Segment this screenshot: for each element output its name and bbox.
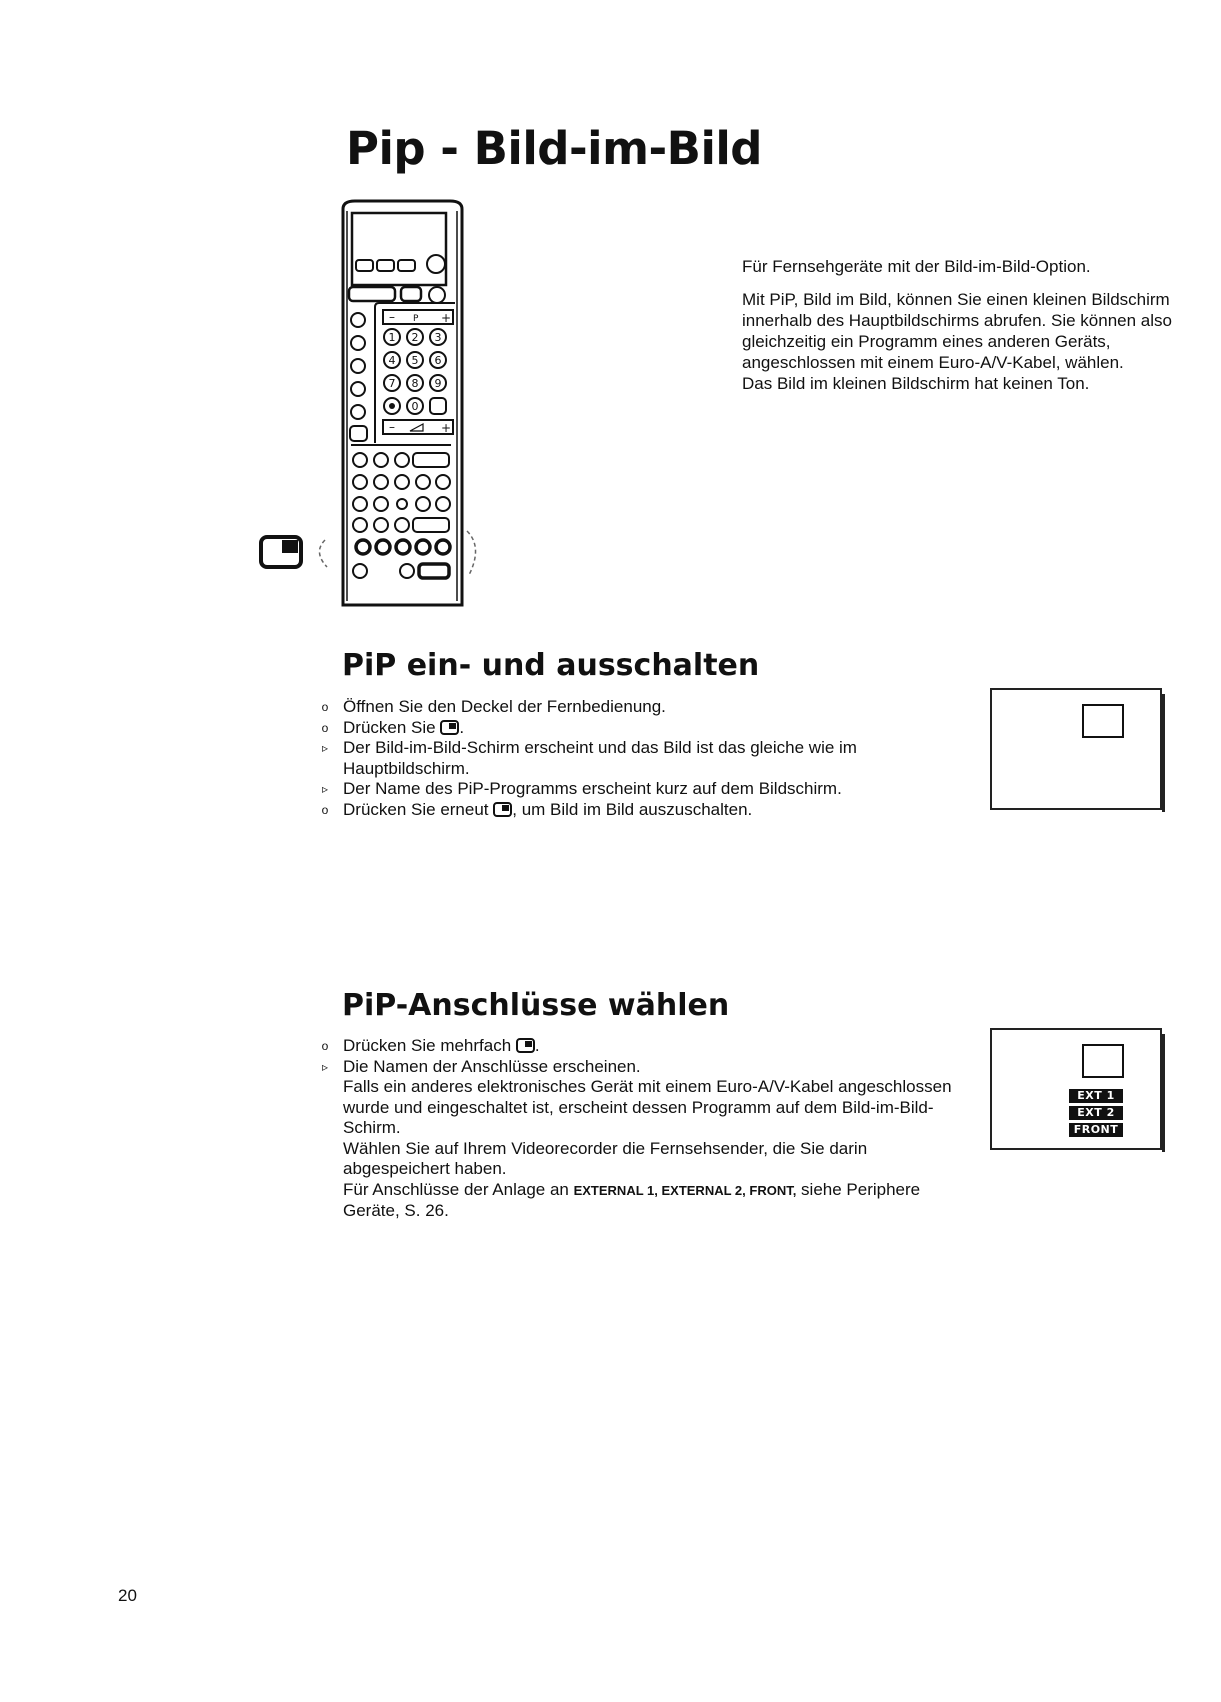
remote-p-label: P <box>413 314 419 324</box>
svg-text:6: 6 <box>434 354 442 367</box>
svg-text:5: 5 <box>411 354 419 367</box>
svg-text:3: 3 <box>434 331 442 344</box>
page-title: Pip - Bild-im-Bild <box>346 122 763 175</box>
intro-paragraph-1: Für Fernsehgeräte mit der Bild-im-Bild-Option. <box>742 257 1091 276</box>
svg-text:1: 1 <box>388 331 396 344</box>
bullet-circle-icon: o <box>321 720 329 735</box>
connector-names: EXTERNAL 1, EXTERNAL 2, FRONT, <box>573 1182 797 1198</box>
list-item: ▹ Die Namen der Anschlüsse erscheinen. Falls ein anderes elektronisches Gerät mit einem Euro-A/V-Kabel angeschlossen wurde und eingeschaltet ist, erscheint dessen Programm auf dem Bild-im-Bild-Schirm. Wählen Sie auf Ihrem Videorecorder die Fernsehsender, die Sie darin abgespeichert haben. Für Anschlüsse der Anlage an EXTERNAL 1, EXTERNAL 2, FRONT, siehe Periphere Geräte, S. 26. <box>318 1057 978 1222</box>
pip-button-icon <box>261 537 301 567</box>
bullet-arrow-icon: ▹ <box>321 782 329 796</box>
list-item: o Drücken Sie mehrfach . <box>318 1036 978 1057</box>
list-item: ▹ Der Bild-im-Bild-Schirm erscheint und das Bild ist das gleiche wie im Hauptbildschirm. <box>318 738 958 779</box>
remote-control-illustration <box>255 195 495 607</box>
pip-button-icon <box>516 1038 535 1053</box>
tv-screen-pip-on <box>990 688 1162 810</box>
bullet-arrow-icon: ▹ <box>321 741 329 755</box>
list-item: ▹ Der Name des PiP-Programms erscheint kurz auf dem Bildschirm. <box>318 779 958 800</box>
front-label: FRONT <box>1069 1123 1123 1137</box>
section1-steps <box>318 697 958 820</box>
section2-steps <box>318 1036 978 1222</box>
ext1-label: EXT 1 <box>1069 1089 1123 1103</box>
svg-text:8: 8 <box>411 377 419 390</box>
svg-text:0: 0 <box>411 400 419 413</box>
bullet-circle-icon: o <box>321 700 329 714</box>
pip-button-icon <box>493 802 512 817</box>
svg-text:2: 2 <box>411 331 419 344</box>
svg-text:7: 7 <box>388 377 396 390</box>
svg-text:+: + <box>441 311 452 325</box>
ext2-label: EXT 2 <box>1069 1106 1123 1120</box>
bullet-circle-icon: o <box>321 1039 329 1053</box>
svg-text:9: 9 <box>434 377 442 390</box>
bullet-circle-icon: o <box>321 802 329 817</box>
section2-heading: PiP-Anschlüsse wählen <box>342 988 730 1023</box>
svg-text:–: – <box>389 420 395 434</box>
svg-text:–: – <box>389 310 395 324</box>
bullet-arrow-icon: ▹ <box>321 1059 329 1074</box>
section1-heading: PiP ein- und ausschalten <box>342 648 760 683</box>
intro-text <box>742 256 1202 406</box>
list-item: o Drücken Sie . <box>318 718 958 739</box>
intro-paragraph-3: Das Bild im kleinen Bildschirm hat keinen Ton. <box>742 374 1090 393</box>
pip-window <box>1082 1044 1124 1078</box>
svg-text:+: + <box>441 421 452 435</box>
svg-text:4: 4 <box>388 354 396 367</box>
pip-window <box>1082 704 1124 738</box>
pip-button-icon <box>440 720 459 735</box>
page-number: 20 <box>118 1586 137 1605</box>
list-item: o Öffnen Sie den Deckel der Fernbedienung. <box>318 697 958 718</box>
list-item: o Drücken Sie erneut , um Bild im Bild auszuschalten. <box>318 800 958 821</box>
intro-paragraph-2: Mit PiP, Bild im Bild, können Sie einen kleinen Bildschirm innerhalb des Hauptbildschirms abrufen. Sie können also gleichzeitig ein Programm eines anderen Geräts, angeschlossen mit einem Euro-A/V-Kabel, wählen. <box>742 290 1172 372</box>
